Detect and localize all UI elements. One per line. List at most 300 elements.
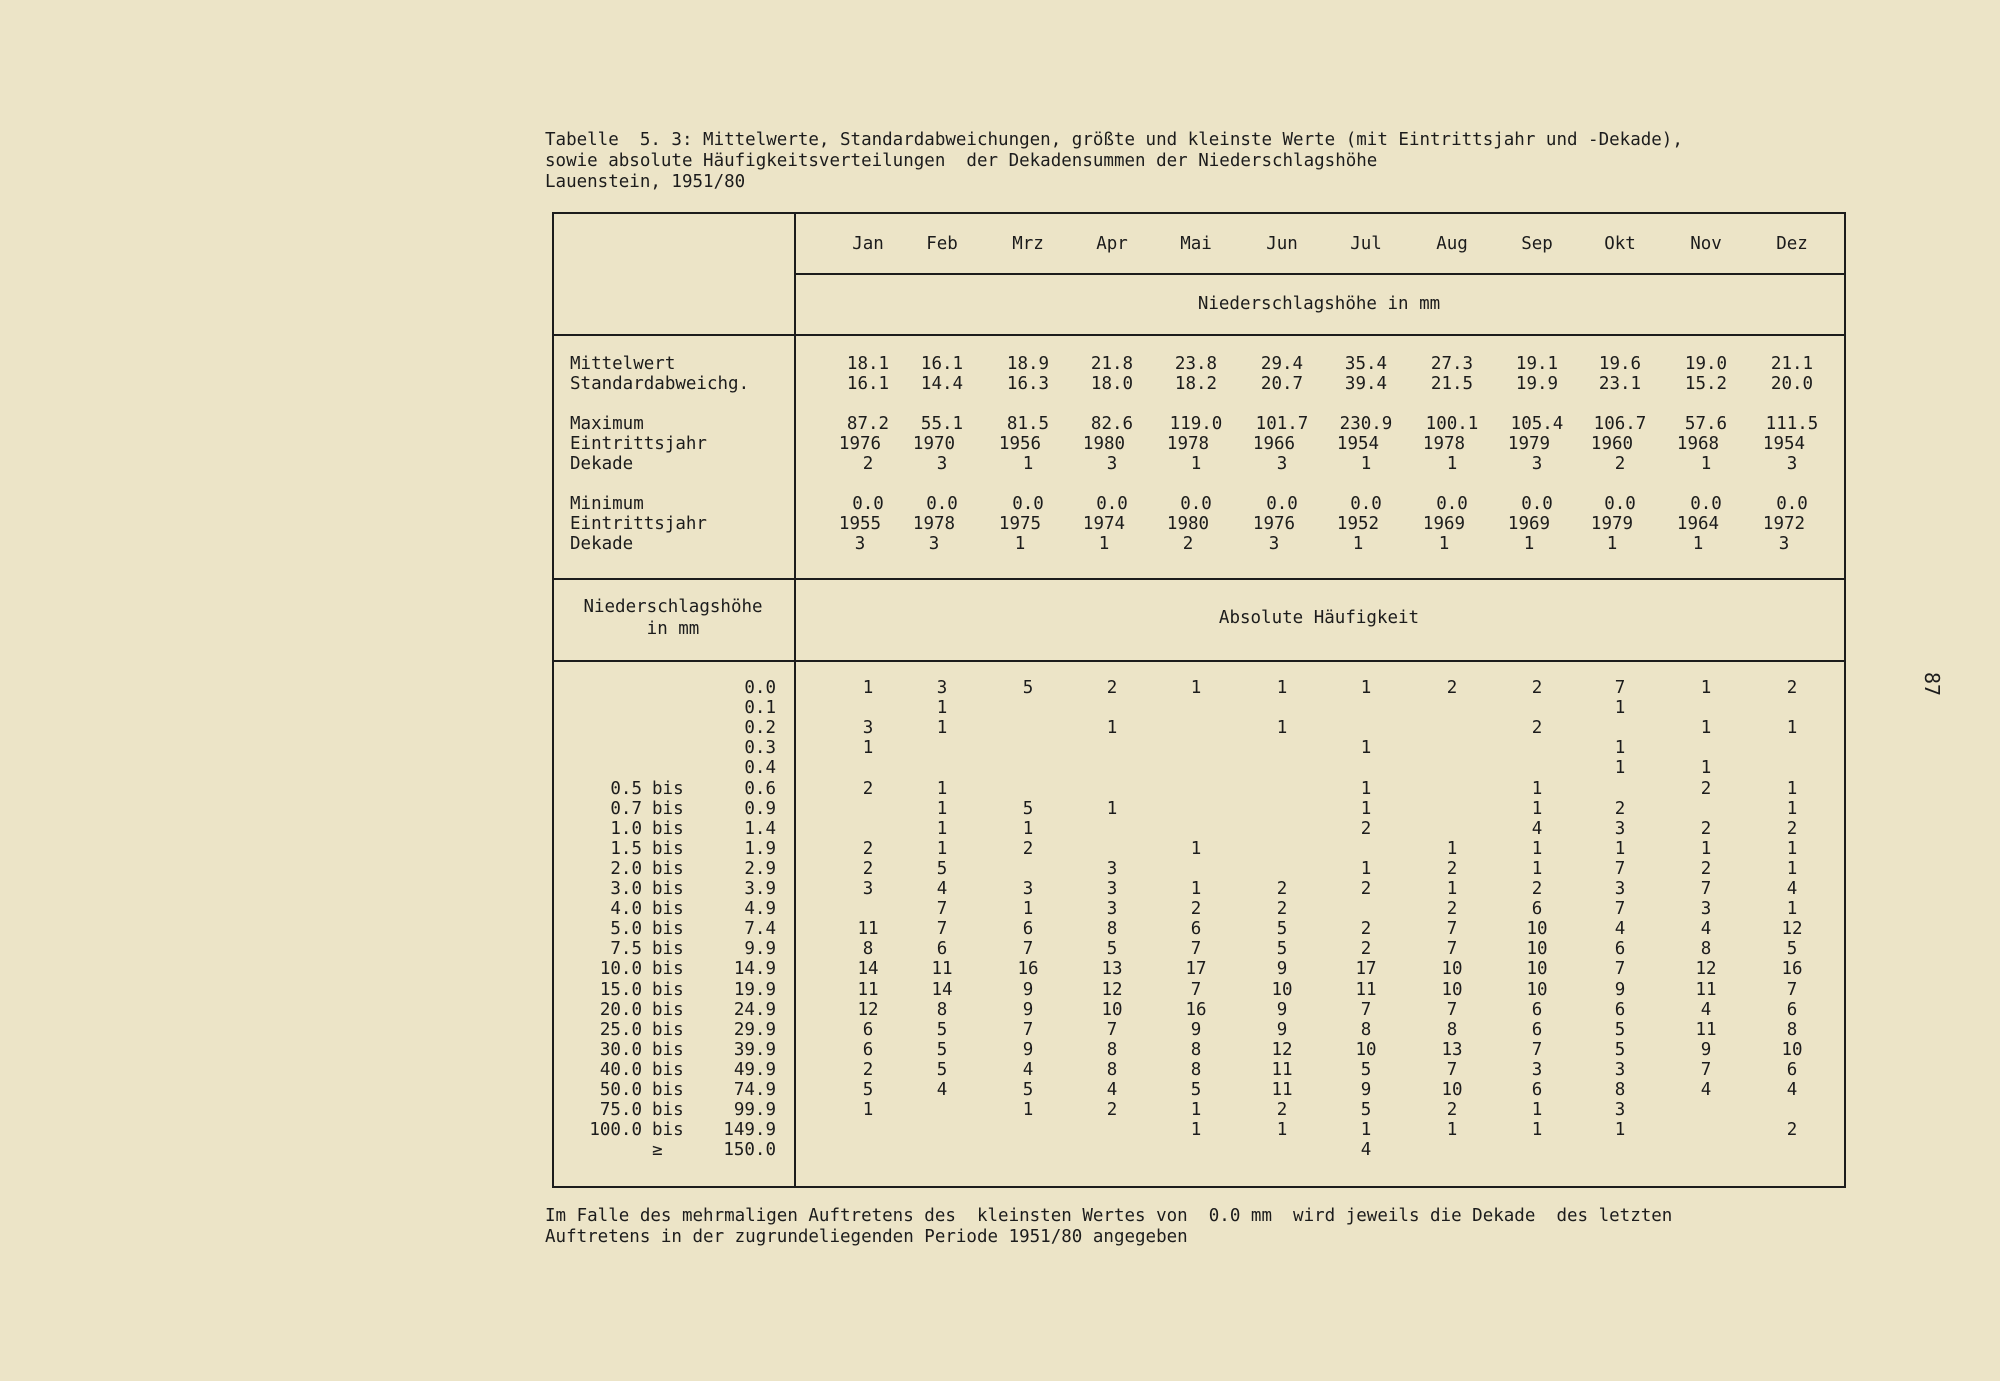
column-divider	[794, 212, 796, 1186]
frequency-value: 2	[1360, 818, 1372, 839]
frequency-value: 5	[1276, 919, 1288, 940]
frequency-value: 4	[1700, 1080, 1712, 1100]
frequency-value: 2	[1446, 1100, 1458, 1121]
frequency-value: 1	[1786, 858, 1798, 879]
range-from: 5.0	[610, 919, 642, 940]
stat-value: 1954	[1762, 434, 1806, 454]
range-from: 1.5	[610, 838, 642, 859]
stat-value: 1952	[1336, 514, 1380, 534]
frequency-value: 1	[1700, 758, 1712, 779]
stat-value: 18.1	[846, 354, 890, 374]
footnote	[545, 1206, 1672, 1248]
frequency-value: 2	[1106, 678, 1118, 698]
stat-value: 18.9	[1006, 354, 1050, 374]
frequency-value: 2	[862, 1059, 874, 1080]
frequency-value: 2	[1700, 778, 1712, 799]
range-bis: bis	[652, 778, 684, 799]
freq-header-left	[552, 596, 794, 640]
frequency-value: 8	[1106, 1039, 1118, 1060]
frequency-value: 8	[1190, 1039, 1202, 1060]
frequency-value: 5	[936, 858, 948, 879]
frequency-value: 1	[1786, 838, 1798, 859]
frequency-value: 7	[936, 919, 948, 940]
frequency-value: 7	[1446, 999, 1458, 1020]
frequency-value: 5	[1106, 939, 1118, 960]
frequency-value: 1	[1531, 778, 1543, 799]
frequency-value: 12	[1781, 919, 1803, 940]
stat-value: 0.0	[1096, 494, 1128, 514]
stat-value: 0.0	[1436, 494, 1468, 514]
stat-value: 1978	[1166, 434, 1210, 454]
frequency-value: 7	[1614, 858, 1626, 879]
frequency-value: 1	[1531, 798, 1543, 819]
frequency-value: 2	[1360, 919, 1372, 940]
frequency-value: 8	[862, 939, 874, 960]
stat-value: 0.0	[1266, 494, 1298, 514]
stat-value: 2	[862, 454, 874, 474]
range-from: 50.0	[599, 1080, 642, 1100]
stat-value: 3	[1106, 454, 1118, 474]
range-bis: ≥	[652, 1140, 663, 1161]
frequency-value: 7	[1614, 959, 1626, 980]
stat-value: 1969	[1422, 514, 1466, 534]
frequency-value: 1	[1276, 678, 1288, 698]
stat-value: 1978	[1422, 434, 1466, 454]
frequency-value: 2	[1446, 858, 1458, 879]
stat-value: 0.0	[1521, 494, 1553, 514]
stat-value: 0.0	[1604, 494, 1636, 514]
stat-value: 1966	[1252, 434, 1296, 454]
range-bis: bis	[652, 1080, 684, 1100]
stat-value: 16.1	[846, 374, 890, 394]
frequency-value: 1	[1446, 838, 1458, 859]
frequency-value: 12	[1271, 1039, 1293, 1060]
range-bis: bis	[652, 1019, 684, 1040]
stat-value: 0.0	[852, 494, 884, 514]
stat-value: 1972	[1762, 514, 1806, 534]
frequency-value: 1	[1614, 838, 1626, 859]
frequency-value: 3	[1614, 818, 1626, 839]
frequency-value: 11	[1355, 979, 1377, 1000]
frequency-value: 3	[1106, 858, 1118, 879]
frequency-value: 4	[936, 879, 948, 899]
stat-value: 1	[1014, 534, 1026, 554]
frequency-value: 9	[1614, 979, 1626, 1000]
stat-value: 1964	[1676, 514, 1720, 534]
frequency-value: 10	[1781, 1039, 1803, 1060]
stat-value: 3	[1276, 454, 1288, 474]
frequency-value: 1	[1360, 778, 1372, 799]
stat-value: 18.2	[1174, 374, 1218, 394]
stat-value: 1979	[1590, 514, 1634, 534]
frequency-value: 1	[862, 1100, 874, 1121]
stat-value: 0.0	[1180, 494, 1212, 514]
range-from: 0.5	[610, 778, 642, 799]
frequency-value: 10	[1441, 979, 1463, 1000]
stat-value: 105.4	[1510, 414, 1564, 434]
stat-value: 1	[1360, 454, 1372, 474]
frequency-value: 1	[1022, 1100, 1034, 1121]
freq-header-right: Absolute Häufigkeit	[1218, 608, 1420, 628]
stat-value: 1974	[1082, 514, 1126, 534]
stat-label: Dekade	[570, 454, 634, 474]
frequency-value: 7	[1700, 879, 1712, 899]
frequency-value: 10	[1526, 919, 1548, 940]
frequency-value: 7	[1614, 899, 1626, 920]
frequency-value: 8	[1360, 1019, 1372, 1040]
frequency-value: 6	[1190, 919, 1202, 940]
stats-top-rule	[552, 334, 1844, 336]
range-bis: bis	[652, 838, 684, 859]
frequency-value: 10	[1526, 979, 1548, 1000]
range-bis: bis	[652, 939, 684, 960]
frequency-value: 1	[1700, 718, 1712, 739]
frequency-value: 9	[1190, 1019, 1202, 1040]
frequency-value: 2	[1276, 879, 1288, 899]
frequency-value: 2	[1446, 899, 1458, 920]
frequency-value: 2	[1276, 1100, 1288, 1121]
stat-value: 21.1	[1770, 354, 1814, 374]
header-rule	[794, 273, 1844, 275]
stat-value: 3	[928, 534, 940, 554]
frequency-value: 4	[1700, 919, 1712, 940]
stat-value: 0.0	[1350, 494, 1382, 514]
range-from: 2.0	[610, 858, 642, 879]
frequency-value: 1	[1190, 838, 1202, 859]
range-to: 9.9	[744, 939, 776, 960]
stat-value: 20.7	[1260, 374, 1304, 394]
frequency-value: 1	[1531, 1120, 1543, 1141]
month-header-dez: Dez	[1776, 234, 1808, 254]
frequency-value: 2	[1614, 798, 1626, 819]
frequency-value: 6	[862, 1019, 874, 1040]
frequency-value: 2	[1106, 1100, 1118, 1121]
frequency-value: 5	[1022, 798, 1034, 819]
stat-label: Minimum	[570, 494, 644, 514]
frequency-value: 5	[1614, 1039, 1626, 1060]
frequency-value: 10	[1355, 1039, 1377, 1060]
footnote-line-1: Im Falle des mehrmaligen Auftretens des kleinsten Wertes von 0.0 mm wird jeweils die Dekade des letzten	[545, 1206, 1673, 1226]
frequency-value: 2	[862, 778, 874, 799]
frequency-value: 4	[1531, 818, 1543, 839]
stat-value: 1960	[1590, 434, 1634, 454]
frequency-value: 4	[936, 1080, 948, 1100]
frequency-value: 1	[1786, 798, 1798, 819]
frequency-value: 4	[1022, 1059, 1034, 1080]
stat-value: 2	[1614, 454, 1626, 474]
frequency-value: 9	[1360, 1080, 1372, 1100]
frequency-value: 2	[1786, 678, 1798, 698]
stat-value: 35.4	[1344, 354, 1388, 374]
stat-value: 3	[1778, 534, 1790, 554]
frequency-value: 16	[1781, 959, 1803, 980]
range-to: 0.1	[744, 698, 776, 719]
frequency-value: 2	[1190, 899, 1202, 920]
frequency-value: 2	[1360, 939, 1372, 960]
month-header-mai: Mai	[1180, 234, 1212, 254]
frequency-value: 2	[1022, 838, 1034, 859]
stat-value: 14.4	[920, 374, 964, 394]
range-to: 4.9	[744, 899, 776, 920]
range-to: 0.0	[744, 678, 776, 698]
frequency-value: 4	[1786, 1080, 1798, 1100]
range-from: 20.0	[599, 999, 642, 1020]
stat-value: 3	[936, 454, 948, 474]
stat-value: 1	[1190, 454, 1202, 474]
frequency-value: 5	[1022, 678, 1034, 698]
frequency-value: 7	[1446, 919, 1458, 940]
frequency-value: 3	[1022, 879, 1034, 899]
frequency-value: 13	[1101, 959, 1123, 980]
frequency-value: 2	[862, 858, 874, 879]
stat-value: 1	[1098, 534, 1110, 554]
frequency-value: 9	[1022, 979, 1034, 1000]
frequency-value: 1	[1022, 899, 1034, 920]
frequency-value: 3	[1700, 899, 1712, 920]
stat-label: Eintrittsjahr	[570, 434, 707, 454]
frequency-value: 3	[1106, 899, 1118, 920]
frequency-value: 5	[936, 1019, 948, 1040]
range-to: 49.9	[733, 1059, 776, 1080]
frequency-value: 7	[1446, 1059, 1458, 1080]
frequency-value: 11	[931, 959, 953, 980]
frequency-value: 7	[1360, 999, 1372, 1020]
stat-label: Standardabweichg.	[570, 374, 750, 394]
freq-header-rule	[552, 660, 1844, 662]
frequency-value: 10	[1526, 939, 1548, 960]
frequency-value: 8	[1106, 919, 1118, 940]
stat-value: 3	[1268, 534, 1280, 554]
frequency-value: 1	[1360, 738, 1372, 759]
frequency-value: 1	[1614, 1120, 1626, 1141]
frequency-value: 3	[862, 879, 874, 899]
frequency-value: 10	[1441, 1080, 1463, 1100]
frequency-value: 1	[1276, 1120, 1288, 1141]
frequency-value: 12	[1695, 959, 1717, 980]
frequency-value: 3	[1614, 1100, 1626, 1121]
frequency-value: 2	[1786, 1120, 1798, 1141]
stat-value: 1956	[998, 434, 1042, 454]
frequency-value: 1	[862, 738, 874, 759]
stat-value: 1980	[1166, 514, 1210, 534]
frequency-value: 9	[1276, 999, 1288, 1020]
frequency-value: 1	[1360, 798, 1372, 819]
frequency-value: 1	[936, 718, 948, 739]
freq-header-left-line-2: in mm	[646, 619, 700, 639]
frequency-value: 3	[1531, 1059, 1543, 1080]
frequency-value: 2	[862, 838, 874, 859]
range-from: 10.0	[599, 959, 642, 980]
stat-value: 1	[1022, 454, 1034, 474]
stat-value: 55.1	[920, 414, 964, 434]
frequency-value: 5	[1614, 1019, 1626, 1040]
frequency-value: 6	[936, 939, 948, 960]
range-from: 15.0	[599, 979, 642, 1000]
frequency-value: 7	[1786, 979, 1798, 1000]
frequency-value: 3	[1106, 879, 1118, 899]
stat-value: 119.0	[1169, 414, 1223, 434]
stat-value: 1	[1352, 534, 1364, 554]
frequency-value: 11	[1695, 1019, 1717, 1040]
freq-header-left-line-1: Niederschlagshöhe	[583, 597, 763, 617]
frequency-value: 1	[1022, 818, 1034, 839]
frequency-value: 12	[857, 999, 879, 1020]
frequency-value: 1	[936, 698, 948, 719]
frequency-value: 2	[1360, 879, 1372, 899]
month-header-jul: Jul	[1350, 234, 1382, 254]
frequency-value: 4	[1106, 1080, 1118, 1100]
frequency-value: 1	[1786, 899, 1798, 920]
stat-value: 1	[1700, 454, 1712, 474]
frequency-value: 5	[936, 1059, 948, 1080]
stat-value: 0.0	[926, 494, 958, 514]
stat-value: 1976	[1252, 514, 1296, 534]
frequency-value: 7	[1190, 939, 1202, 960]
stat-value: 1955	[838, 514, 882, 534]
range-to: 1.4	[744, 818, 776, 839]
month-header-okt: Okt	[1604, 234, 1636, 254]
range-to: 0.3	[744, 738, 776, 759]
stat-value: 1978	[912, 514, 956, 534]
frequency-value: 17	[1185, 959, 1207, 980]
stat-label: Maximum	[570, 414, 644, 434]
frequency-value: 2	[1700, 858, 1712, 879]
frequency-value: 9	[1022, 1039, 1034, 1060]
range-to: 74.9	[733, 1080, 776, 1100]
frequency-value: 5	[1276, 939, 1288, 960]
stat-value: 3	[1531, 454, 1543, 474]
frequency-value: 3	[1614, 879, 1626, 899]
stat-value: 1979	[1507, 434, 1551, 454]
range-bis: bis	[652, 879, 684, 899]
stat-value: 57.6	[1684, 414, 1728, 434]
frequency-value: 8	[1106, 1059, 1118, 1080]
stat-value: 101.7	[1255, 414, 1309, 434]
frequency-value: 1	[1700, 838, 1712, 859]
stat-value: 3	[1786, 454, 1798, 474]
frequency-value: 8	[1700, 939, 1712, 960]
range-from: 75.0	[599, 1100, 642, 1121]
frequency-value: 2	[1531, 718, 1543, 739]
range-from: 30.0	[599, 1039, 642, 1060]
stat-value: 19.6	[1598, 354, 1642, 374]
stat-value: 0.0	[1012, 494, 1044, 514]
month-header-sep: Sep	[1521, 234, 1553, 254]
range-bis: bis	[652, 899, 684, 920]
stat-value: 1980	[1082, 434, 1126, 454]
frequency-value: 1	[1614, 698, 1626, 719]
frequency-value: 4	[1360, 1140, 1372, 1161]
frequency-value: 4	[1700, 999, 1712, 1020]
stat-value: 82.6	[1090, 414, 1134, 434]
range-from: 3.0	[610, 879, 642, 899]
frequency-value: 10	[1101, 999, 1123, 1020]
precipitation-table	[552, 212, 1844, 1186]
stat-value: 2	[1182, 534, 1194, 554]
frequency-value: 8	[1446, 1019, 1458, 1040]
stat-value: 111.5	[1765, 414, 1819, 434]
frequency-value: 3	[862, 718, 874, 739]
range-from: 0.7	[610, 798, 642, 819]
frequency-value: 1	[1614, 738, 1626, 759]
frequency-value: 3	[936, 678, 948, 698]
frequency-value: 8	[1614, 1080, 1626, 1100]
range-to: 19.9	[733, 979, 776, 1000]
stat-value: 1975	[998, 514, 1042, 534]
range-bis: bis	[652, 919, 684, 940]
frequency-value: 9	[1276, 959, 1288, 980]
frequency-value: 7	[936, 899, 948, 920]
range-to: 3.9	[744, 879, 776, 899]
frequency-value: 1	[1786, 778, 1798, 799]
frequency-value: 5	[1022, 1080, 1034, 1100]
frequency-value: 7	[1106, 1019, 1118, 1040]
frequency-value: 6	[862, 1039, 874, 1060]
frequency-value: 1	[1106, 798, 1118, 819]
frequency-value: 2	[1786, 818, 1798, 839]
month-header-jun: Jun	[1266, 234, 1298, 254]
range-bis: bis	[652, 858, 684, 879]
range-to: 0.2	[744, 718, 776, 739]
frequency-value: 1	[936, 818, 948, 839]
caption-line-1: Tabelle 5. 3: Mittelwerte, Standardabweichungen, größte und kleinste Werte (mit Eintrittsjahr und -Dekade),	[545, 130, 1683, 150]
frequency-value: 6	[1614, 939, 1626, 960]
range-to: 7.4	[744, 919, 776, 940]
stat-value: 1	[1692, 534, 1704, 554]
frequency-value: 3	[1614, 1059, 1626, 1080]
month-header-feb: Feb	[926, 234, 958, 254]
frequency-value: 11	[857, 919, 879, 940]
frequency-value: 1	[1446, 1120, 1458, 1141]
frequency-value: 1	[1360, 858, 1372, 879]
frequency-value: 11	[1271, 1080, 1293, 1100]
frequency-value: 11	[1271, 1059, 1293, 1080]
frequency-value: 10	[1271, 979, 1293, 1000]
stat-value: 0.0	[1690, 494, 1722, 514]
frequency-value: 1	[1531, 838, 1543, 859]
stat-value: 23.1	[1598, 374, 1642, 394]
table-caption	[545, 130, 1683, 193]
frequency-value: 10	[1526, 959, 1548, 980]
stat-label: Mittelwert	[570, 354, 676, 374]
frequency-value: 2	[1700, 818, 1712, 839]
range-from: 4.0	[610, 899, 642, 920]
frequency-value: 1	[1106, 718, 1118, 739]
frequency-value: 8	[1786, 1019, 1798, 1040]
stat-value: 23.8	[1174, 354, 1218, 374]
frequency-value: 1	[1190, 678, 1202, 698]
stat-value: 100.1	[1425, 414, 1479, 434]
range-to: 39.9	[733, 1039, 776, 1060]
frequency-value: 1	[1276, 718, 1288, 739]
range-from: 100.0	[589, 1120, 642, 1141]
stat-value: 16.1	[920, 354, 964, 374]
stat-value: 19.0	[1684, 354, 1728, 374]
frequency-value: 6	[1531, 1080, 1543, 1100]
frequency-value: 1	[1786, 718, 1798, 739]
stat-value: 1970	[912, 434, 956, 454]
range-bis: bis	[652, 979, 684, 1000]
frequency-value: 5	[1190, 1080, 1202, 1100]
range-to: 150.0	[723, 1140, 776, 1161]
stat-value: 15.2	[1684, 374, 1728, 394]
frequency-value: 1	[1190, 879, 1202, 899]
range-bis: bis	[652, 999, 684, 1020]
stat-value: 1954	[1336, 434, 1380, 454]
frequency-value: 6	[1022, 919, 1034, 940]
frequency-value: 4	[1614, 919, 1626, 940]
frequency-value: 16	[1017, 959, 1039, 980]
